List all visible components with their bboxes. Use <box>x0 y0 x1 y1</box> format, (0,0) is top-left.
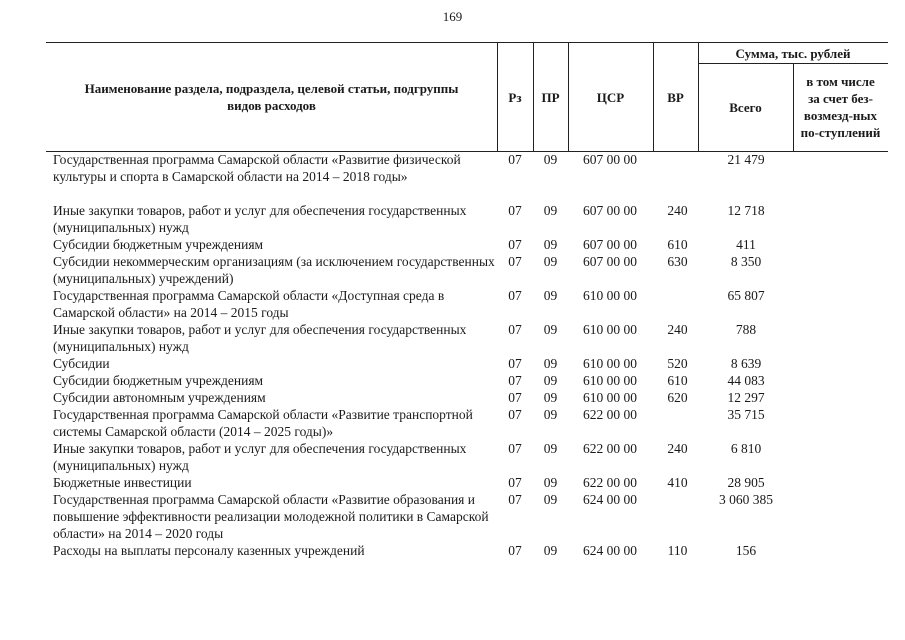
table-row <box>0 474 905 491</box>
row-name: Государственная программа Самарской области «Развитие транспортной системы Самарской области (2014 – 2025 годы)» <box>53 407 473 439</box>
header-name: Наименование раздела, подраздела, целевой статьи, подгруппы видов расходов <box>84 81 459 113</box>
row-total: 44 083 <box>727 373 765 388</box>
table-row <box>0 236 905 253</box>
row-total: 21 479 <box>727 152 765 167</box>
row-pr: 09 <box>543 407 558 422</box>
table-row <box>0 253 905 287</box>
row-vr: 520 <box>667 356 688 371</box>
table-row <box>0 151 905 202</box>
row-total: 28 905 <box>727 475 765 490</box>
row-name: Субсидии бюджетным учреждениям <box>53 373 264 388</box>
row-rz: 07 <box>508 322 522 337</box>
row-total: 156 <box>735 543 757 558</box>
header-rz: Рз <box>508 89 522 105</box>
row-csr: 607 00 00 <box>583 237 637 252</box>
row-total: 411 <box>736 237 756 252</box>
row-total: 65 807 <box>727 288 765 303</box>
row-name: Субсидии некоммерческим организациям (за исключением государственных (муниципальных) учреждений) <box>53 254 495 286</box>
row-rz: 07 <box>508 288 522 303</box>
table-row <box>0 389 905 406</box>
row-rz: 07 <box>508 254 522 269</box>
row-name: Государственная программа Самарской области «Развитие образования и повышение эффективности реализации молодежной политики в Самарской области» на 2014 – 2020 годы <box>53 492 489 541</box>
row-csr: 622 00 00 <box>583 475 637 490</box>
row-rz: 07 <box>508 475 522 490</box>
row-rz: 07 <box>508 492 522 507</box>
row-vr: 610 <box>667 237 688 252</box>
row-vr: 240 <box>667 203 688 218</box>
row-pr: 09 <box>543 475 558 490</box>
row-pr: 09 <box>543 152 558 167</box>
page-number: 169 <box>442 9 463 24</box>
row-vr: 610 <box>667 373 688 388</box>
row-total: 8 350 <box>730 254 762 269</box>
header-csr: ЦСР <box>596 89 625 105</box>
row-csr: 607 00 00 <box>583 152 637 167</box>
table-row <box>0 321 905 355</box>
row-csr: 622 00 00 <box>583 441 637 456</box>
row-rz: 07 <box>508 237 522 252</box>
row-csr: 607 00 00 <box>583 203 637 218</box>
row-total: 12 718 <box>727 203 765 218</box>
row-total: 6 810 <box>730 441 762 456</box>
row-rz: 07 <box>508 543 522 558</box>
row-rz: 07 <box>508 441 522 456</box>
row-rz: 07 <box>508 390 522 405</box>
table-row <box>0 372 905 389</box>
row-vr: 110 <box>667 543 688 558</box>
row-csr: 610 00 00 <box>583 288 637 303</box>
table-header <box>46 42 888 152</box>
row-pr: 09 <box>543 356 558 371</box>
row-csr: 607 00 00 <box>583 254 637 269</box>
table-row <box>0 406 905 440</box>
row-csr: 610 00 00 <box>583 322 637 337</box>
row-name: Бюджетные инвестиции <box>53 475 192 490</box>
row-vr: 240 <box>667 322 688 337</box>
row-pr: 09 <box>543 237 558 252</box>
row-pr: 09 <box>543 492 558 507</box>
row-pr: 09 <box>543 322 558 337</box>
row-rz: 07 <box>508 356 522 371</box>
row-rz: 07 <box>508 203 522 218</box>
row-rz: 07 <box>508 373 522 388</box>
header-sum: Сумма, тыс. рублей <box>735 45 851 61</box>
row-pr: 09 <box>543 390 558 405</box>
row-vr: 240 <box>667 441 688 456</box>
row-vr: 630 <box>667 254 688 269</box>
row-pr: 09 <box>543 441 558 456</box>
row-name: Субсидии <box>53 356 110 371</box>
table-row <box>0 440 905 474</box>
row-name: Субсидии автономным учреждениям <box>53 390 266 405</box>
row-pr: 09 <box>543 543 558 558</box>
table-body <box>0 151 905 559</box>
table-row <box>0 202 905 236</box>
table-row <box>0 355 905 372</box>
row-name: Иные закупки товаров, работ и услуг для обеспечения государственных (муниципальных) нужд <box>53 203 467 235</box>
row-rz: 07 <box>508 407 522 422</box>
table-row <box>0 491 905 542</box>
row-total: 35 715 <box>727 407 765 422</box>
row-total: 8 639 <box>730 356 762 371</box>
row-total: 788 <box>735 322 757 337</box>
row-csr: 624 00 00 <box>583 492 637 507</box>
table-row <box>0 542 905 559</box>
row-pr: 09 <box>543 288 558 303</box>
row-rz: 07 <box>508 152 522 167</box>
row-vr: 410 <box>667 475 688 490</box>
row-pr: 09 <box>543 254 558 269</box>
row-total: 3 060 385 <box>719 492 773 507</box>
row-csr: 610 00 00 <box>583 390 637 405</box>
header-total: Всего <box>729 99 762 115</box>
table-row <box>0 287 905 321</box>
header-gratuitous: в том числе за счет без-возмезд-ных по-ступлений <box>800 74 881 140</box>
row-pr: 09 <box>543 373 558 388</box>
row-csr: 610 00 00 <box>583 373 637 388</box>
row-csr: 622 00 00 <box>583 407 637 422</box>
row-csr: 624 00 00 <box>583 543 637 558</box>
row-name: Субсидии бюджетным учреждениям <box>53 237 264 252</box>
row-vr: 620 <box>667 390 688 405</box>
row-csr: 610 00 00 <box>583 356 637 371</box>
row-name: Государственная программа Самарской области «Доступная среда в Самарской области» на 2014 – 2015 годы <box>53 288 445 320</box>
row-total: 12 297 <box>727 390 765 405</box>
row-pr: 09 <box>543 203 558 218</box>
header-pr: ПР <box>541 89 560 105</box>
row-name: Иные закупки товаров, работ и услуг для обеспечения государственных (муниципальных) нужд <box>53 441 467 473</box>
header-vr: ВР <box>667 89 684 105</box>
row-name: Государственная программа Самарской области «Развитие физической культуры и спорта в Самарской области на 2014 – 2018 годы» <box>53 152 461 184</box>
row-name: Расходы на выплаты персоналу казенных учреждений <box>53 543 365 558</box>
row-name: Иные закупки товаров, работ и услуг для обеспечения государственных (муниципальных) нужд <box>53 322 467 354</box>
